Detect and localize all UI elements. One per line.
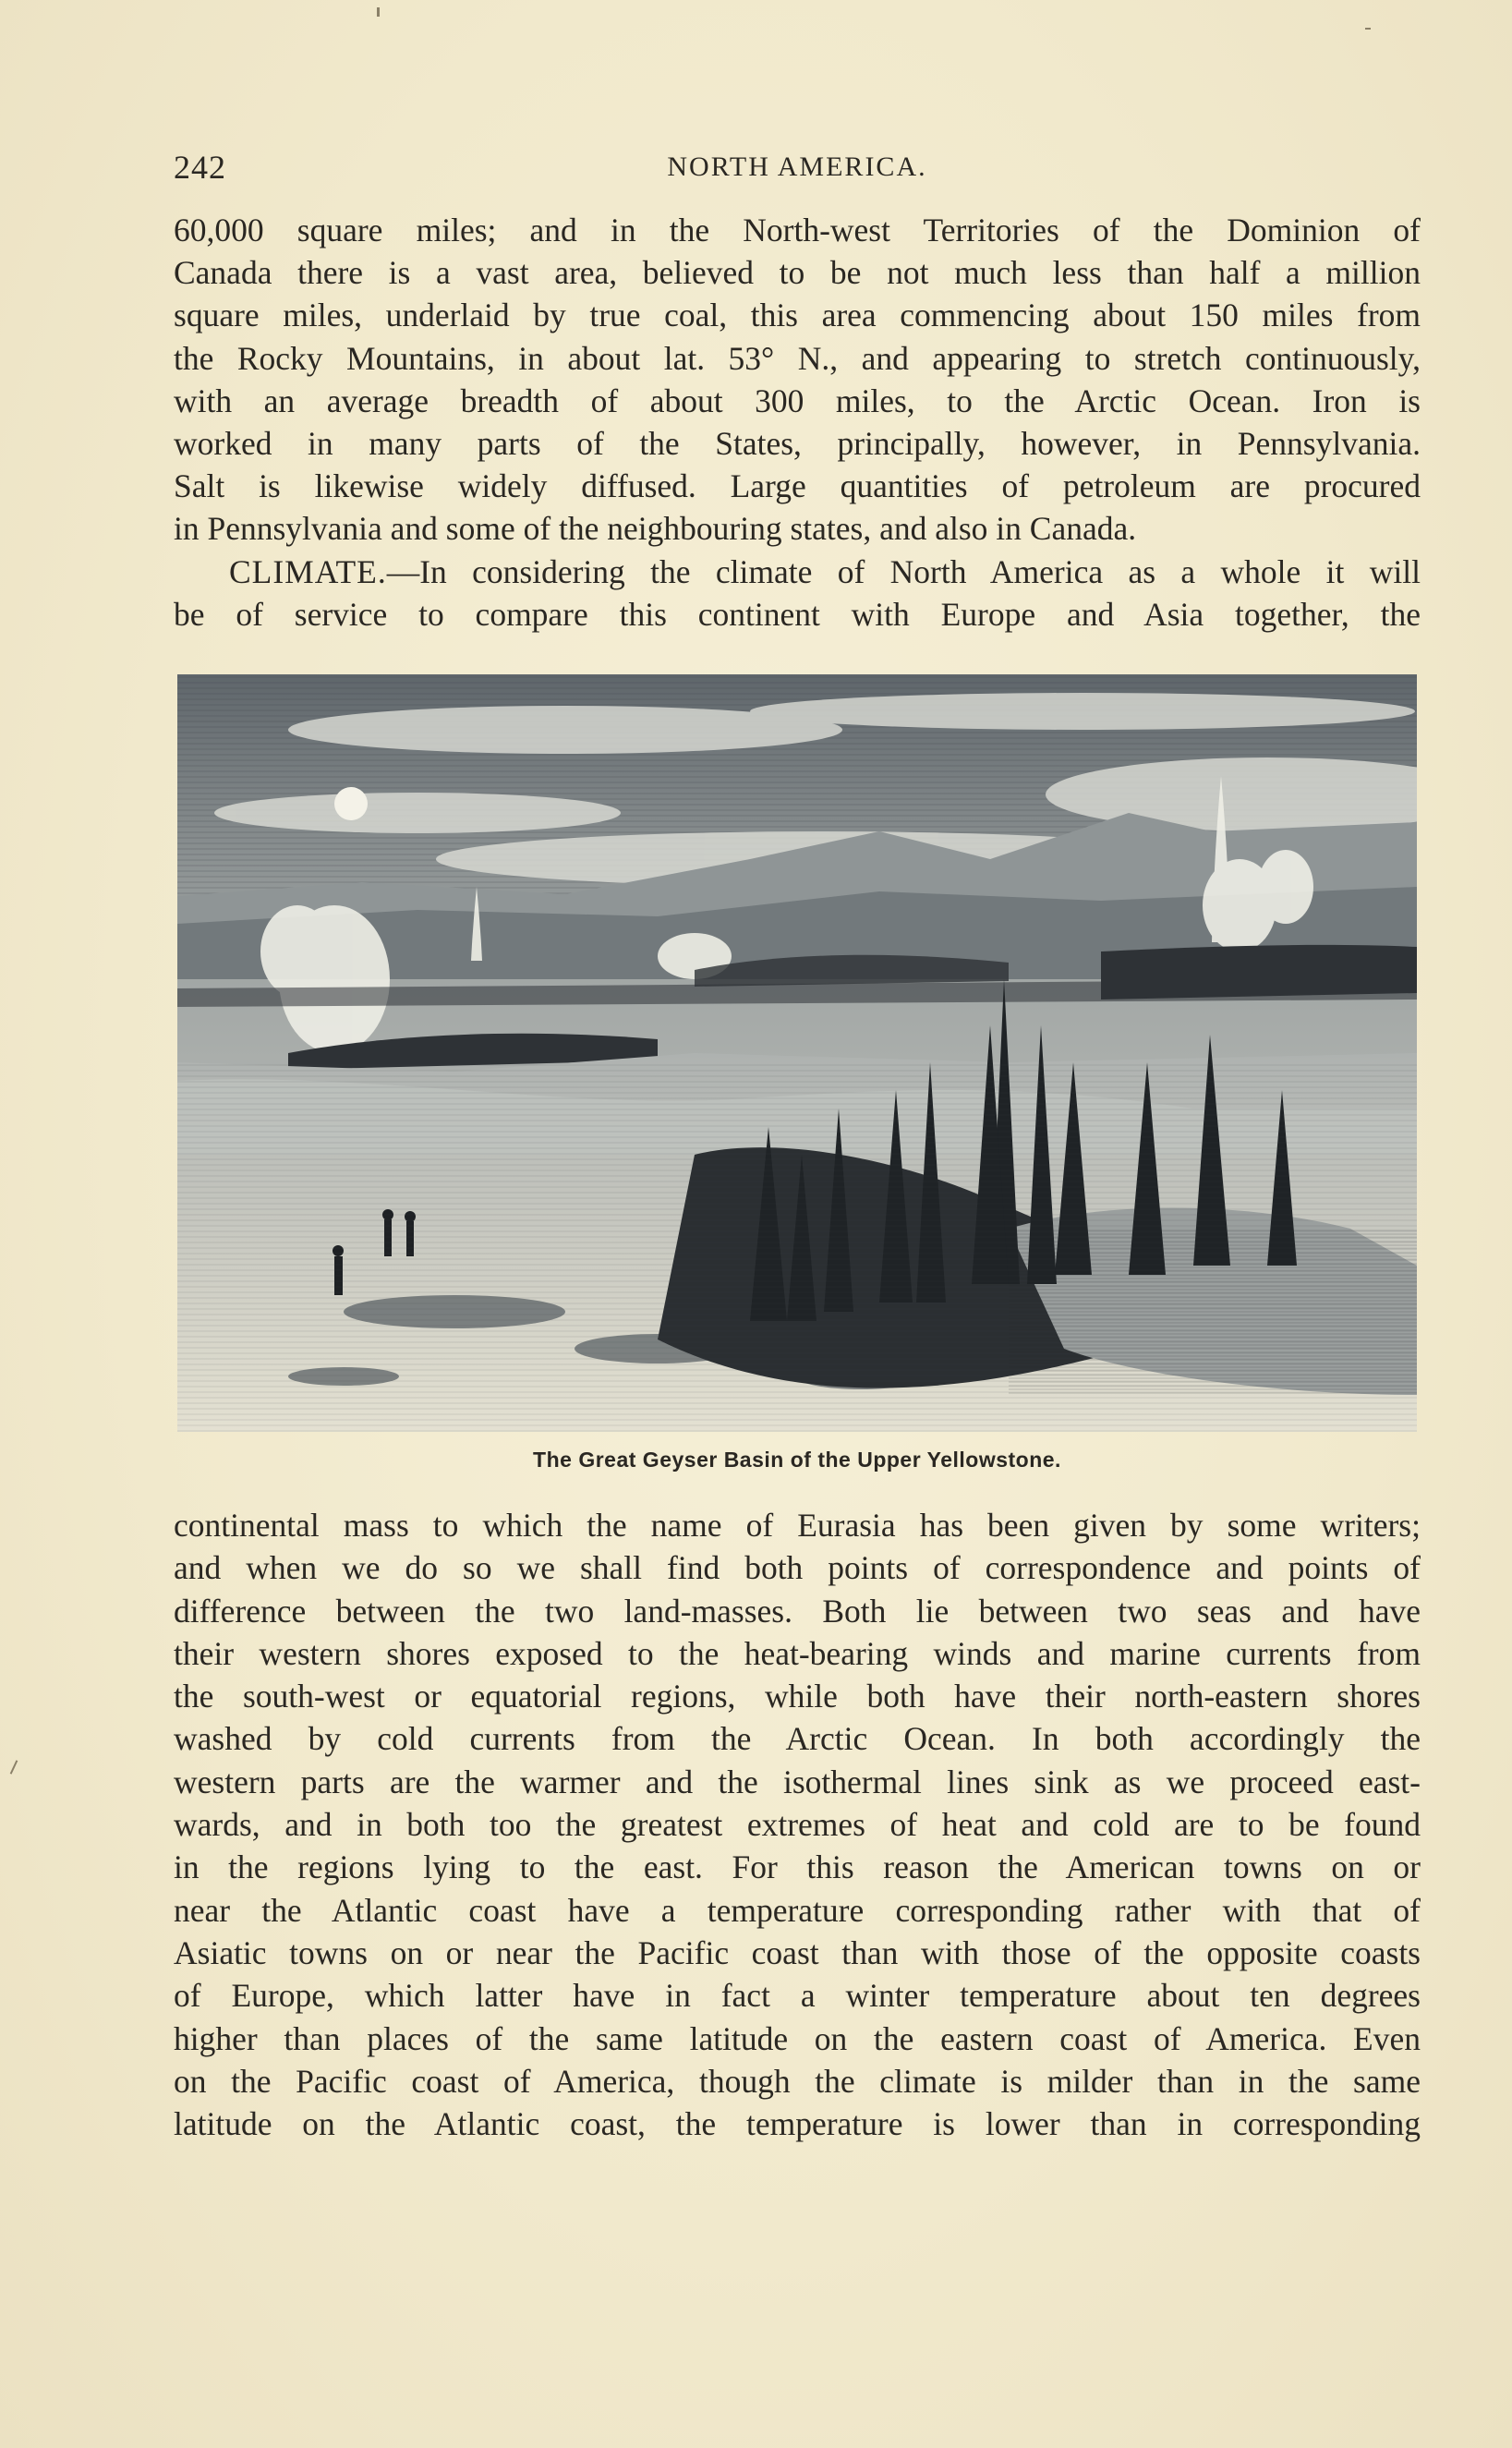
text-line: in the regions lying to the east. For this reason the American towns on or — [174, 1848, 1421, 1886]
climate-paragraph-first-line — [174, 551, 1421, 593]
text-line: latitude on the Atlantic coast, the temperature is lower than in corresponding — [174, 2105, 1421, 2143]
text-line: Salt is likewise widely diffused. Large quantities of petroleum are procured — [174, 467, 1421, 505]
text-line: wards, and in both too the greatest extremes of heat and cold are to be found — [174, 1806, 1421, 1844]
text-line: the Rocky Mountains, in about lat. 53° N., and appearing to stretch continuously, — [174, 339, 1421, 377]
illustration-caption: The Great Geyser Basin of the Upper Yellowstone. — [533, 1448, 1061, 1472]
stray-mark — [1365, 28, 1371, 30]
text-line: of Europe, which latter have in fact a winter temperature about ten degrees — [174, 1977, 1421, 2015]
text-line: with an average breadth of about 300 miles, to the Arctic Ocean. Iron is — [174, 382, 1421, 419]
text-line: and when we do so we shall find both points of correspondence and points of — [174, 1549, 1421, 1587]
text-line: near the Atlantic coast have a temperature corresponding rather with that of — [174, 1891, 1421, 1929]
body-text-top — [174, 209, 1421, 636]
page-header — [174, 148, 1421, 188]
page-number: 242 — [174, 149, 226, 186]
text-line: on the Pacific coast of America, though the climate is milder than in the same — [174, 2062, 1421, 2100]
running-head: NORTH AMERICA. — [667, 151, 927, 182]
text-line: washed by cold currents from the Arctic Ocean. In both accordingly the — [174, 1720, 1421, 1758]
text-line: continental mass to which the name of Eurasia has been given by some writers; — [174, 1507, 1421, 1544]
text-line: their western shores exposed to the heat-bearing winds and marine currents from — [174, 1634, 1421, 1672]
text-line: Asiatic towns on or near the Pacific coast than with those of the opposite coasts — [174, 1933, 1421, 1971]
text-line: be of service to compare this continent with Europe and Asia together, the — [174, 595, 1421, 633]
sun — [334, 787, 368, 820]
text-run: —In considering the climate of North America as a whole it will — [386, 552, 1421, 590]
ground-hatching — [177, 1062, 1417, 1432]
text-line: the south-west or equatorial regions, while both have their north-eastern shores — [174, 1678, 1421, 1715]
text-line: worked in many parts of the States, principally, however, in Pennsylvania. — [174, 425, 1421, 463]
stray-mark — [10, 1760, 18, 1774]
text-line: 60,000 square miles; and in the North-west Territories of the Dominion of — [174, 212, 1421, 248]
text-line: square miles, underlaid by true coal, this area commencing about 150 miles from — [174, 297, 1421, 334]
text-line: difference between the two land-masses. Both lie between two seas and have — [174, 1592, 1421, 1630]
text-line: Canada there is a vast area, believed to be not much less than half a million — [174, 254, 1421, 292]
text-line: western parts are the warmer and the isothermal lines sink as we proceed east- — [174, 1763, 1421, 1800]
text-line: in Pennsylvania and some of the neighbouring states, and also in Canada. — [174, 510, 1137, 548]
text-line: higher than places of the same latitude on the eastern coast of America. Even — [174, 2019, 1421, 2057]
yellowstone-engraving — [177, 674, 1417, 1432]
body-text-bottom — [174, 1504, 1421, 2145]
stray-mark — [377, 7, 380, 17]
section-heading-climate: CLIMATE. — [229, 552, 387, 590]
